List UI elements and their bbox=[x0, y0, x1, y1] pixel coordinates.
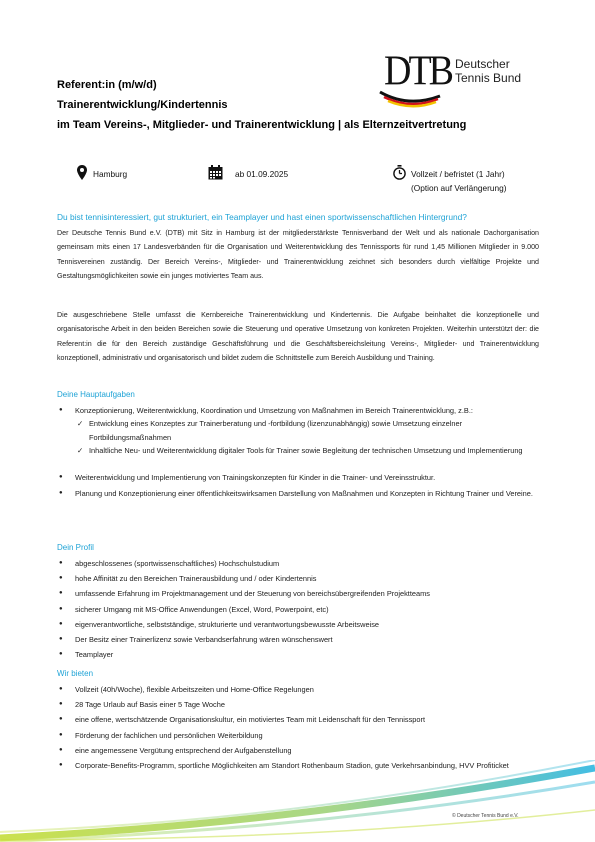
profile-list bbox=[57, 557, 547, 661]
offer-list bbox=[57, 683, 547, 772]
profile-item: Der Besitz einer Trainerlizenz sowie Verbandserfahrung wären wünschenswert bbox=[75, 634, 333, 644]
task-item-3: Planung und Konzeptionierung einer öffentlichkeitswirksamen Darstellung von Maßnahmen und Konzepten in Richtung Trainer und Vereine. bbox=[75, 489, 533, 499]
logo-line-2: Tennis Bund bbox=[455, 71, 522, 85]
location-text: Hamburg bbox=[93, 169, 128, 179]
task-item-2: Weiterentwicklung und Implementierung von Trainingskonzepten für Kinder in die Trainer- und Vereinsstruktur. bbox=[75, 473, 436, 483]
list-item bbox=[57, 603, 547, 616]
employment-line-1: Vollzeit / befristet (1 Jahr) bbox=[411, 169, 505, 179]
task-sub-1: Entwicklung eines Konzeptes zur Trainerberatung und -fortbildung (lizenzunabhängig) sowie Umsetzung einzelner Fortbildungsmaßnahmen bbox=[89, 419, 463, 442]
task-sub-2: Inhaltliche Neu- und Weiterentwicklung digitaler Tools für Trainer sowie Begleitung der technischen Umsetzung und Implementierung bbox=[89, 445, 523, 455]
profile-item: sicherer Umgang mit MS-Office Anwendungen (Excel, Word, Powerpoint, etc) bbox=[75, 604, 329, 614]
profile-item: abgeschlossenes (sportwissenschaftliches) Hochschulstudium bbox=[75, 559, 280, 568]
task-sub-list bbox=[75, 417, 539, 457]
footer-copyright: © Deutscher Tennis Bund e.V. bbox=[452, 813, 519, 819]
tasks-heading: Deine Hauptaufgaben bbox=[57, 390, 135, 399]
list-item bbox=[75, 444, 539, 457]
lead-question: Du bist tennisinteressiert, gut strukturiert, ein Teamplayer und hast einen sportwissenschaftlichen Hintergrund? bbox=[57, 212, 467, 222]
job-subtitle: Trainerentwicklung/Kindertennis bbox=[57, 99, 228, 111]
stopwatch-icon bbox=[393, 165, 406, 180]
list-item bbox=[57, 557, 547, 570]
logo-line-1: Deutscher bbox=[455, 57, 510, 71]
employment-type bbox=[411, 167, 506, 195]
job-title: Referent:in (m/w/d) bbox=[57, 79, 157, 91]
profile-item: umfassende Erfahrung im Projektmanagement und der Steuerung von bereichsübergreifenden Projektteams bbox=[75, 589, 430, 599]
profile-heading: Dein Profil bbox=[57, 543, 94, 552]
offer-heading: Wir bieten bbox=[57, 669, 94, 678]
offer-item: 28 Tage Urlaub auf Basis einer 5 Tage Woche bbox=[75, 700, 225, 710]
offer-item: Corporate-Benefits-Programm, sportliche Möglichkeiten am Standort Rothenbaum Stadion, gute Verkehrsanbindung, HVV Profiticket bbox=[75, 760, 509, 770]
list-item bbox=[57, 572, 547, 585]
list-item bbox=[57, 471, 547, 484]
profile-item: hohe Affinität zu den Bereichen Trainerausbildung und / oder Kindertennis bbox=[75, 574, 317, 584]
decorative-wave-graphic bbox=[0, 760, 595, 842]
list-item bbox=[57, 698, 547, 711]
list-item bbox=[57, 713, 547, 726]
list-item bbox=[57, 587, 547, 600]
calendar-icon bbox=[208, 165, 223, 180]
location-pin-icon bbox=[77, 165, 87, 180]
dtb-logo-letters: DTB bbox=[384, 48, 451, 95]
profile-item: Teamplayer bbox=[75, 650, 114, 660]
start-date-text: ab 01.09.2025 bbox=[235, 169, 289, 179]
list-item bbox=[57, 487, 547, 500]
position-paragraph: Die ausgeschriebene Stelle umfasst die Kernbereiche Trainerentwicklung und Kindertennis. Die Aufgabe beinhaltet die konzeptionelle und organisatorische Arbeit in den beiden Bereichen sowie die Steuerung und operative Umsetzung von konkreten Projekten. Weiterhin unterstützt der: die Referent:in die für den Bereich zuständige Geschäftsführung und die Geschäftsbereichsleitung Vereins-, Mitglieder- und Trainerentwicklung konzeptionell, administrativ und organisatorisch und bildet zudem die Schnittstelle zum Bereich Ausbildung und Training. bbox=[57, 311, 539, 362]
list-item bbox=[57, 648, 547, 661]
offer-item: Vollzeit (40h/Woche), flexible Arbeitszeiten und Home-Office Regelungen bbox=[75, 685, 314, 694]
job-team: im Team Vereins-, Mitglieder- und Trainerentwicklung | als Elternzeitvertretung bbox=[57, 119, 467, 131]
list-item bbox=[57, 633, 547, 646]
offer-item: Förderung der fachlichen und persönlichen Weiterbildung bbox=[75, 730, 263, 740]
dtb-logo-swoosh bbox=[378, 86, 444, 108]
list-item bbox=[57, 744, 547, 757]
dtb-logo bbox=[384, 46, 454, 112]
dtb-logo-wordmark bbox=[455, 57, 521, 85]
offer-item: eine offene, wertschätzende Organisationskultur, ein motiviertes Team mit Leidenschaft für den Tennissport bbox=[75, 715, 426, 725]
offer-item: eine angemessene Vergütung entsprechend der Aufgabenstellung bbox=[75, 745, 292, 755]
profile-item: eigenverantwortliche, selbstständige, strukturierte und verantwortungsbewusste Arbeitsweise bbox=[75, 619, 379, 629]
list-item bbox=[57, 729, 547, 742]
list-item bbox=[57, 618, 547, 631]
list-item bbox=[57, 404, 547, 457]
intro-paragraph: Der Deutsche Tennis Bund e.V. (DTB) mit Sitz in Hamburg ist der mitgliederstärkste Tennisverband der Welt und als nationale Dachorganisation gemeinsam mits einen 17 Landesverbänden für die Organisation und Weiterentwicklung des Tennissports für rund 1,45 Millionen Mitglieder in 9.000 Tennisvereinen zuständig. Der Bereich Vereins-, Mitglieder- und Trainerentwicklung zeichnet sich besonders durch vielfältige Projekte und Gestaltungsmöglichkeiten sowie ein junges motiviertes Team aus. bbox=[57, 229, 539, 280]
employment-line-2: (Option auf Verlängerung) bbox=[411, 183, 507, 193]
list-item bbox=[75, 417, 539, 444]
task-item-1: Konzeptionierung, Weiterentwicklung, Koordination und Umsetzung von Maßnahmen im Bereich Trainerentwicklung, z.B.: bbox=[75, 406, 473, 415]
tasks-list bbox=[57, 404, 547, 501]
list-item bbox=[57, 683, 547, 696]
